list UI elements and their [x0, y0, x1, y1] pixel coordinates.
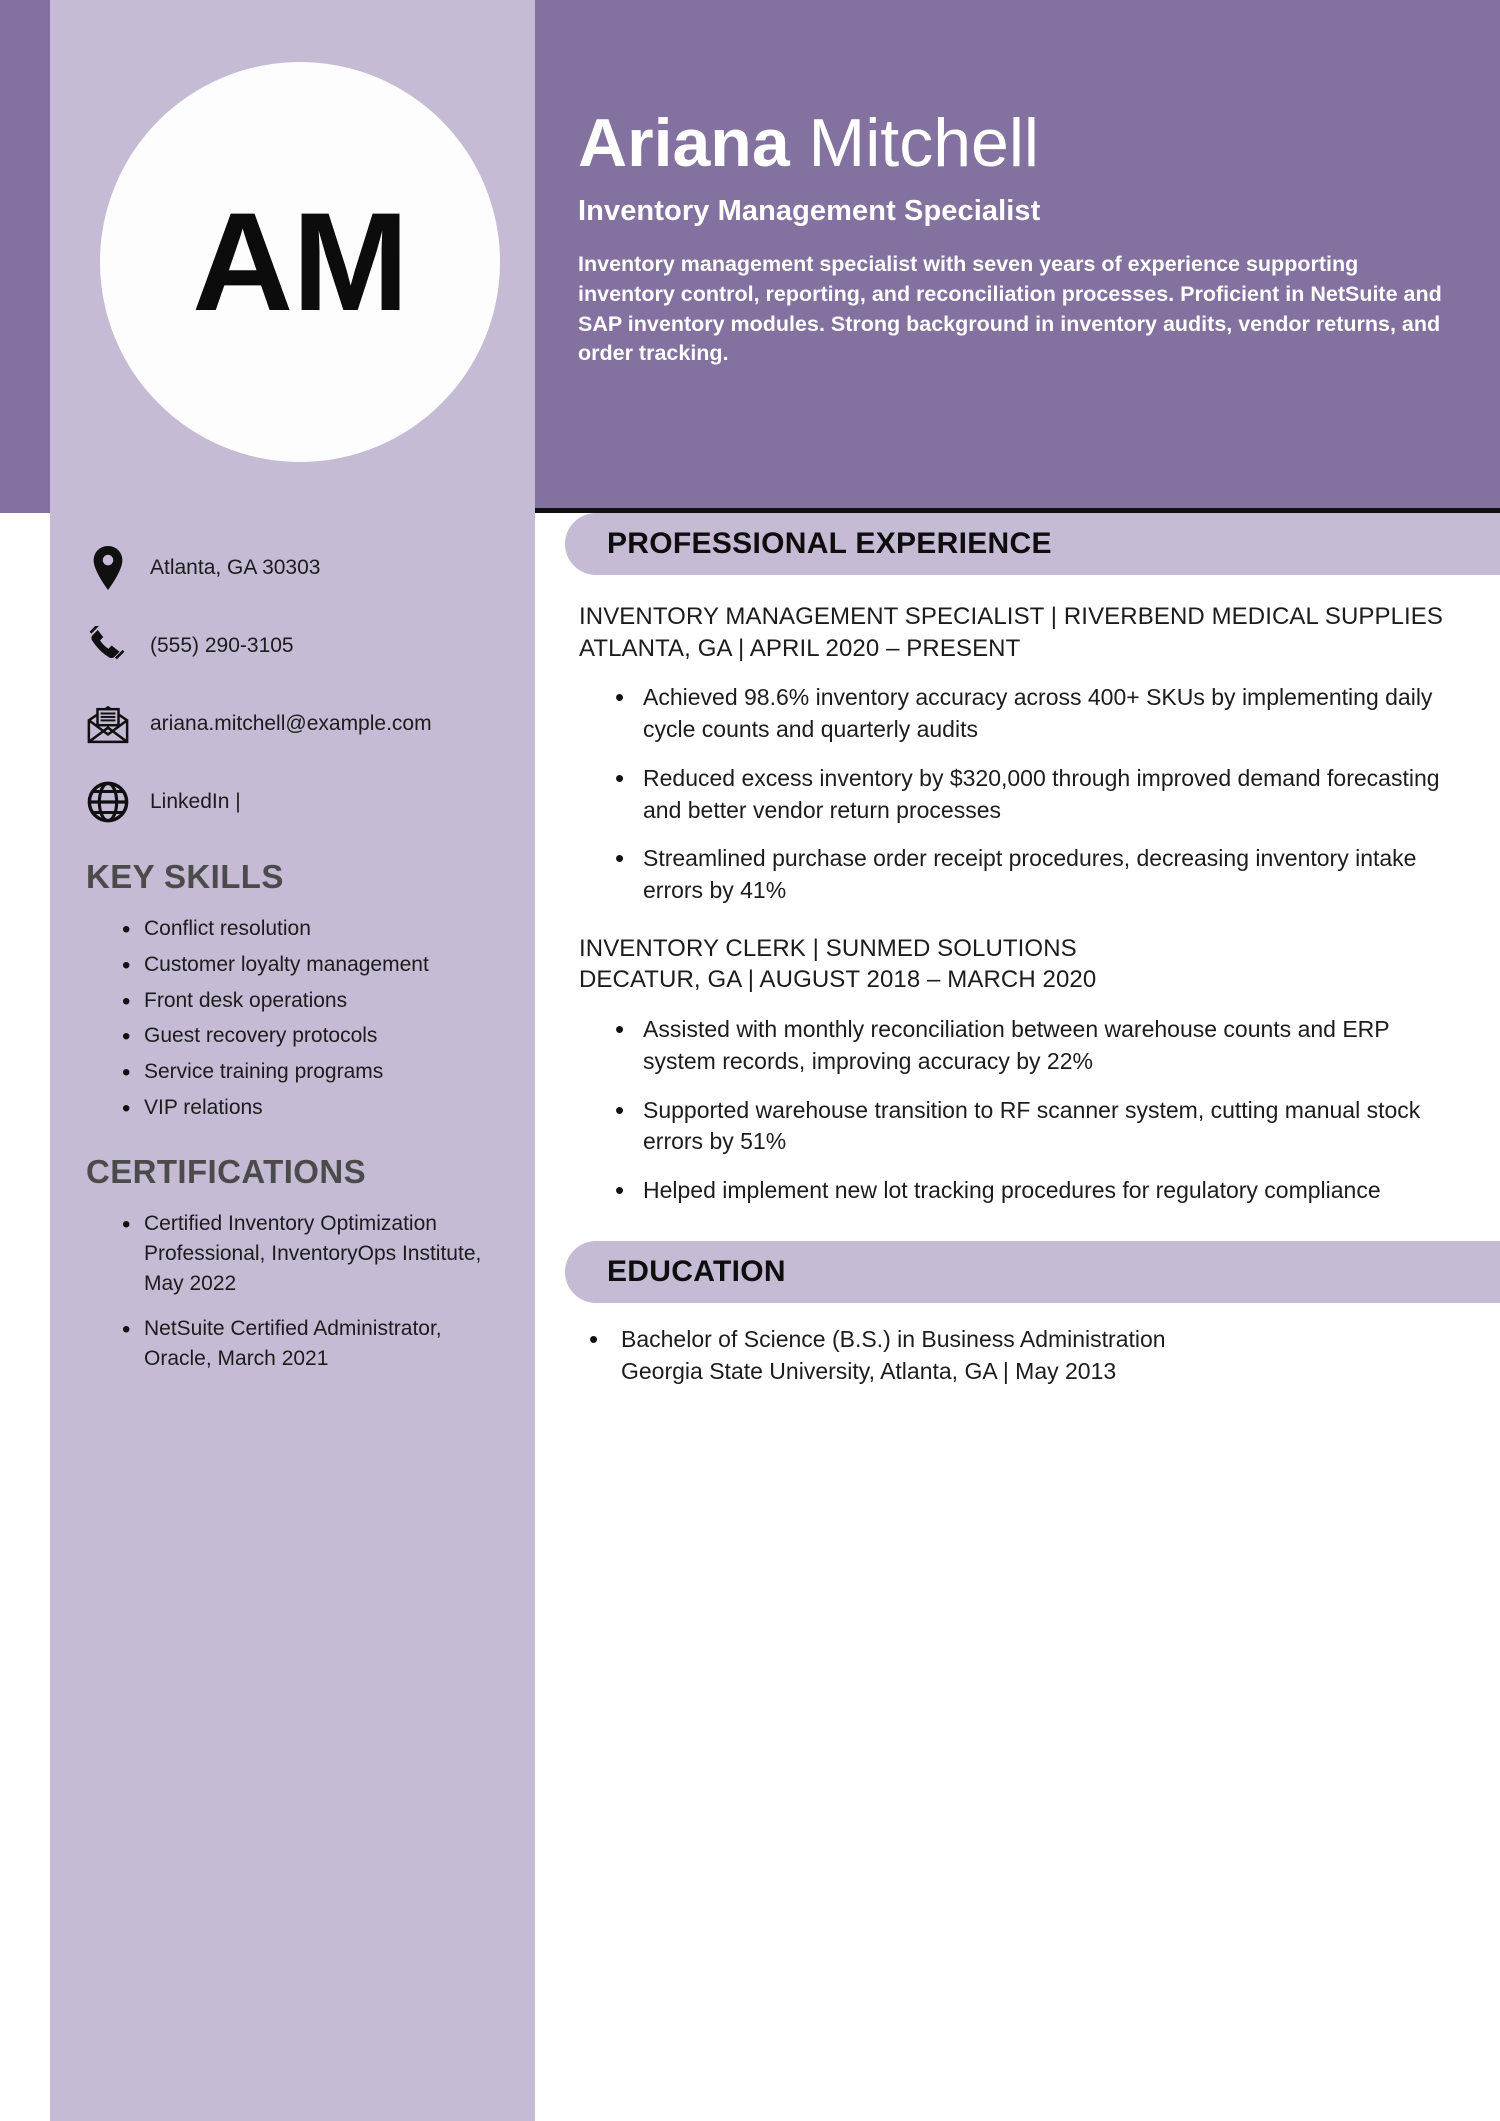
page-title: [578, 105, 1448, 181]
job-title: Inventory Management Specialist: [578, 195, 1041, 228]
section-header-education: [565, 1241, 1500, 1303]
section-title: EDUCATION: [607, 1254, 786, 1288]
globe-icon: [86, 780, 130, 824]
list-item: • Helped implement new lot tracking procedures for regulatory compliance: [615, 1175, 1458, 1207]
avatar: [100, 62, 500, 462]
education-section: [535, 1241, 1500, 1388]
location-pin-icon: [86, 546, 130, 590]
professional-summary: Inventory management specialist with seven years of experience supporting inventory control, reporting, and reconciliation processes. Proficient in NetSuite and SAP inventory modules. Strong background in inventory audits, vendor returns, and order tracking.: [578, 252, 1442, 366]
header-text-block: [578, 105, 1448, 369]
job-meta-line: ATLANTA, GA | APRIL 2020 – PRESENT: [579, 634, 1021, 662]
list-item: • Customer loyalty management: [122, 950, 505, 980]
first-name: Ariana: [578, 105, 790, 181]
email-icon: [86, 702, 130, 746]
contact-location-text: Atlanta, GA 30303: [150, 556, 321, 579]
list-item: • Achieved 98.6% inventory accuracy across 400+ SKUs by implementing daily cycle counts and quarterly audits: [615, 682, 1458, 745]
contact-item-location: [86, 546, 505, 590]
list-item: • Front desk operations: [122, 986, 505, 1016]
sidebar: [50, 508, 535, 1390]
list-item: • Service training programs: [122, 1057, 505, 1087]
section-title: PROFESSIONAL EXPERIENCE: [607, 527, 1052, 560]
list-item: • NetSuite Certified Administrator, Oracle, March 2021: [122, 1314, 505, 1374]
list-item: • VIP relations: [122, 1093, 505, 1123]
list-item: • Reduced excess inventory by $320,000 through improved demand forecasting and better vendor return processes: [615, 763, 1458, 826]
contact-item-website: [86, 780, 505, 824]
list-item: • Guest recovery protocols: [122, 1021, 505, 1051]
certifications-list: [86, 1209, 505, 1374]
list-item: • Assisted with monthly reconciliation between warehouse counts and ERP system records, improving accuracy by 22%: [615, 1014, 1458, 1077]
experience-entry: [579, 933, 1458, 1207]
job-bullet-list: [579, 1014, 1458, 1207]
avatar-initials: AM: [192, 183, 408, 340]
key-skills-heading: KEY SKILLS: [86, 858, 284, 895]
education-body: [535, 1323, 1500, 1388]
main-content: [535, 513, 1500, 1388]
education-list: [579, 1323, 1458, 1388]
education-degree: • Bachelor of Science (B.S.) in Business Administration: [621, 1325, 1166, 1352]
list-item: • Certified Inventory Optimization Professional, InventoryOps Institute, May 2022: [122, 1209, 505, 1298]
contact-list: [86, 546, 505, 824]
key-skills-list: [86, 914, 505, 1123]
last-name: Mitchell: [808, 105, 1040, 181]
certifications-heading: CERTIFICATIONS: [86, 1152, 366, 1190]
experience-entry: [579, 601, 1458, 907]
job-title-line: INVENTORY MANAGEMENT SPECIALIST | RIVERBEND MEDICAL SUPPLIES: [579, 603, 1444, 630]
section-header-experience: [565, 513, 1500, 575]
contact-item-email: [86, 702, 505, 746]
list-item: [589, 1323, 1458, 1388]
phone-icon: [86, 624, 130, 668]
job-bullet-list: [579, 682, 1458, 906]
list-item: • Streamlined purchase order receipt procedures, decreasing inventory intake errors by 41%: [615, 843, 1458, 906]
contact-email-text: ariana.mitchell@example.com: [150, 712, 432, 735]
job-meta-line: DECATUR, GA | AUGUST 2018 – MARCH 2020: [579, 966, 1097, 994]
education-school: Georgia State University, Atlanta, GA | May 2013: [621, 1358, 1117, 1385]
list-item: • Supported warehouse transition to RF scanner system, cutting manual stock errors by 51%: [615, 1095, 1458, 1158]
contact-item-phone: [86, 624, 505, 668]
contact-phone-text: (555) 290-3105: [150, 634, 294, 657]
contact-website-text: LinkedIn |: [150, 790, 241, 813]
job-title-line: INVENTORY CLERK | SUNMED SOLUTIONS: [579, 934, 1077, 962]
left-accent-stripe: [0, 0, 50, 513]
list-item: • Conflict resolution: [122, 914, 505, 944]
experience-body: [535, 601, 1500, 1207]
